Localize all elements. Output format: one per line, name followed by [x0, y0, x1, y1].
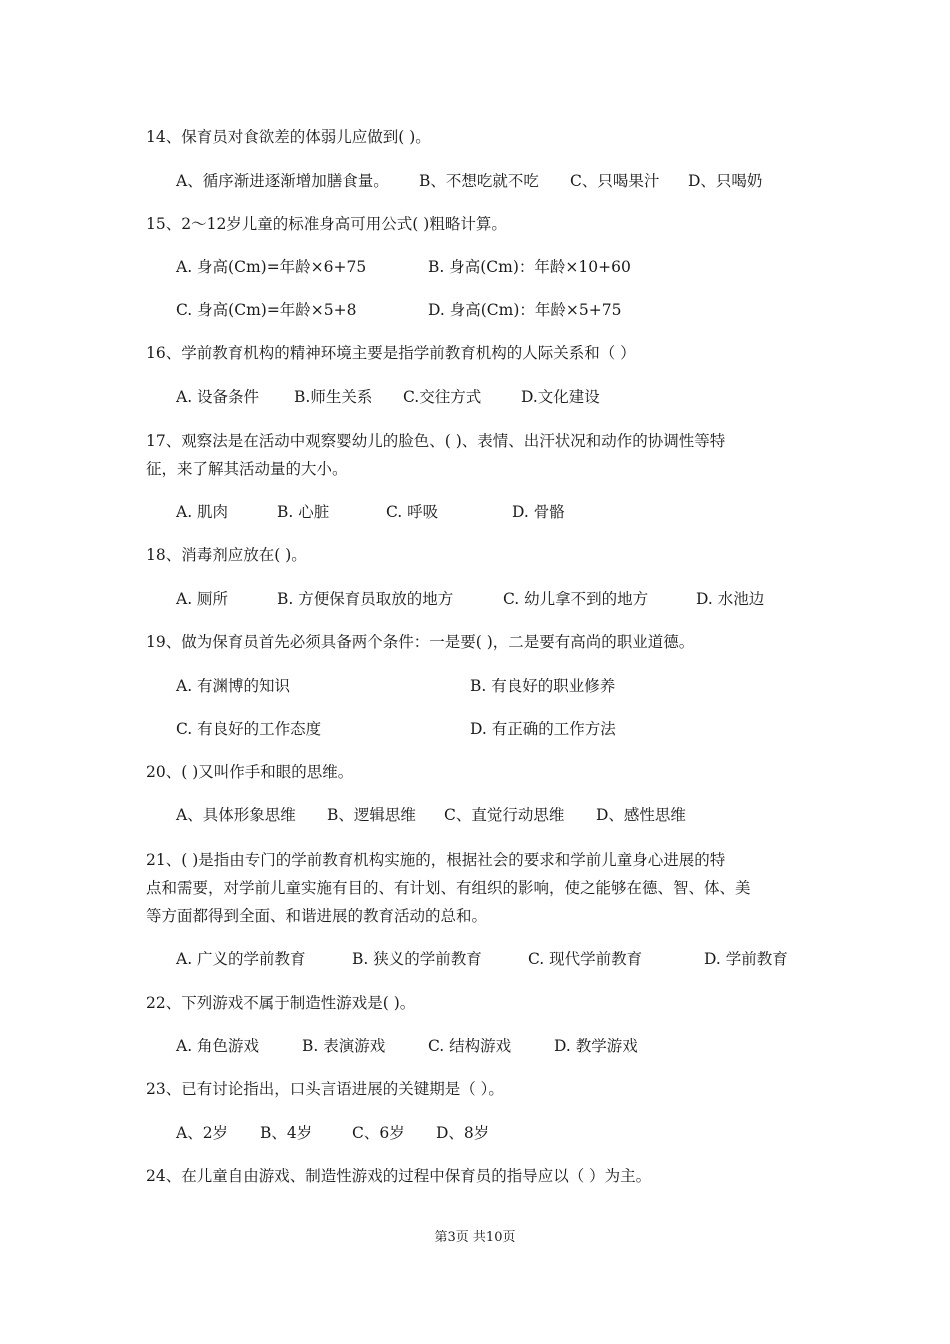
question-stem: 17、观察法是在活动中观察婴幼儿的脸色、( )、表情、出汗状况和动作的协调性等特 [146, 432, 726, 450]
question-stem: 21、( )是指由专门的学前教育机构实施的，根据社会的要求和学前儿童身心进展的特 [146, 851, 726, 869]
page-number-footer: 第3页 共10页 [434, 1230, 516, 1245]
question-stem: 22、下列游戏不属于制造性游戏是( )。 [146, 994, 416, 1012]
option: B. 有良好的职业修养 [470, 677, 616, 695]
option: B. 身高(Cm)：年龄×10+60 [428, 258, 631, 276]
option: A、循序渐进逐渐增加膳食量。 [176, 172, 389, 190]
option: C. 现代学前教育 [528, 950, 643, 968]
option: C. 呼吸 [386, 503, 439, 521]
option: C、直觉行动思维 [444, 806, 565, 824]
option: A. 有渊博的知识 [176, 677, 291, 695]
option: A. 广义的学前教育 [176, 950, 306, 968]
option: D.文化建设 [521, 388, 600, 406]
option: D. 骨骼 [512, 503, 565, 521]
option: D. 水池边 [696, 590, 765, 608]
question-stem: 等方面都得到全面、和谐进展的教育活动的总和。 [146, 907, 488, 925]
question-stem: 16、学前教育机构的精神环境主要是指学前教育机构的人际关系和（ ） [146, 344, 636, 362]
question-stem: 20、( )又叫作手和眼的思维。 [146, 763, 354, 781]
option: C. 结构游戏 [428, 1037, 512, 1055]
question-stem: 14、保育员对食欲差的体弱儿应做到( )。 [146, 128, 431, 146]
question-stem: 23、已有讨论指出，口头言语进展的关键期是（ ）。 [146, 1080, 504, 1098]
option: D. 教学游戏 [554, 1037, 638, 1055]
option: D、感性思维 [596, 806, 686, 824]
question-stem: 19、做为保育员首先必须具备两个条件：一是要( )，二是要有高尚的职业道德。 [146, 633, 695, 651]
option: C. 有良好的工作态度 [176, 720, 322, 738]
option: A. 肌肉 [176, 503, 229, 521]
option: D、8岁 [436, 1124, 490, 1142]
option: D、只喝奶 [688, 172, 763, 190]
option: D. 有正确的工作方法 [470, 720, 616, 738]
option: C. 身高(Cm)=年龄×5+8 [176, 301, 357, 319]
option: B. 心脏 [277, 503, 330, 521]
question-stem: 征，来了解其活动量的大小。 [146, 460, 348, 478]
option: A. 角色游戏 [176, 1037, 260, 1055]
option: B. 方便保育员取放的地方 [277, 590, 454, 608]
option: C、只喝果汁 [570, 172, 660, 190]
option: D. 身高(Cm)：年龄×5+75 [428, 301, 622, 319]
option: A. 身高(Cm)=年龄×6+75 [176, 258, 367, 276]
option: C.交往方式 [403, 388, 482, 406]
option: B、不想吃就不吃 [419, 172, 539, 190]
option: A. 厕所 [176, 590, 229, 608]
option: B. 表演游戏 [302, 1037, 386, 1055]
option: C. 幼儿拿不到的地方 [503, 590, 649, 608]
option: A. 设备条件 [176, 388, 260, 406]
question-stem: 15、2～12岁儿童的标准身高可用公式( )粗略计算。 [146, 215, 507, 233]
option: A、2岁 [176, 1124, 229, 1142]
option: A、具体形象思维 [176, 806, 296, 824]
question-stem: 18、消毒剂应放在( )。 [146, 546, 307, 564]
question-stem: 24、在儿童自由游戏、制造性游戏的过程中保育员的指导应以（ ）为主。 [146, 1167, 652, 1185]
option: D. 学前教育 [704, 950, 788, 968]
option: B. 狭义的学前教育 [352, 950, 482, 968]
question-stem: 点和需要，对学前儿童实施有目的、有计划、有组织的影响，使之能够在德、智、体、美 [146, 879, 751, 897]
option: B、4岁 [260, 1124, 313, 1142]
option: B、逻辑思维 [327, 806, 416, 824]
option: C、6岁 [352, 1124, 405, 1142]
option: B.师生关系 [294, 388, 373, 406]
